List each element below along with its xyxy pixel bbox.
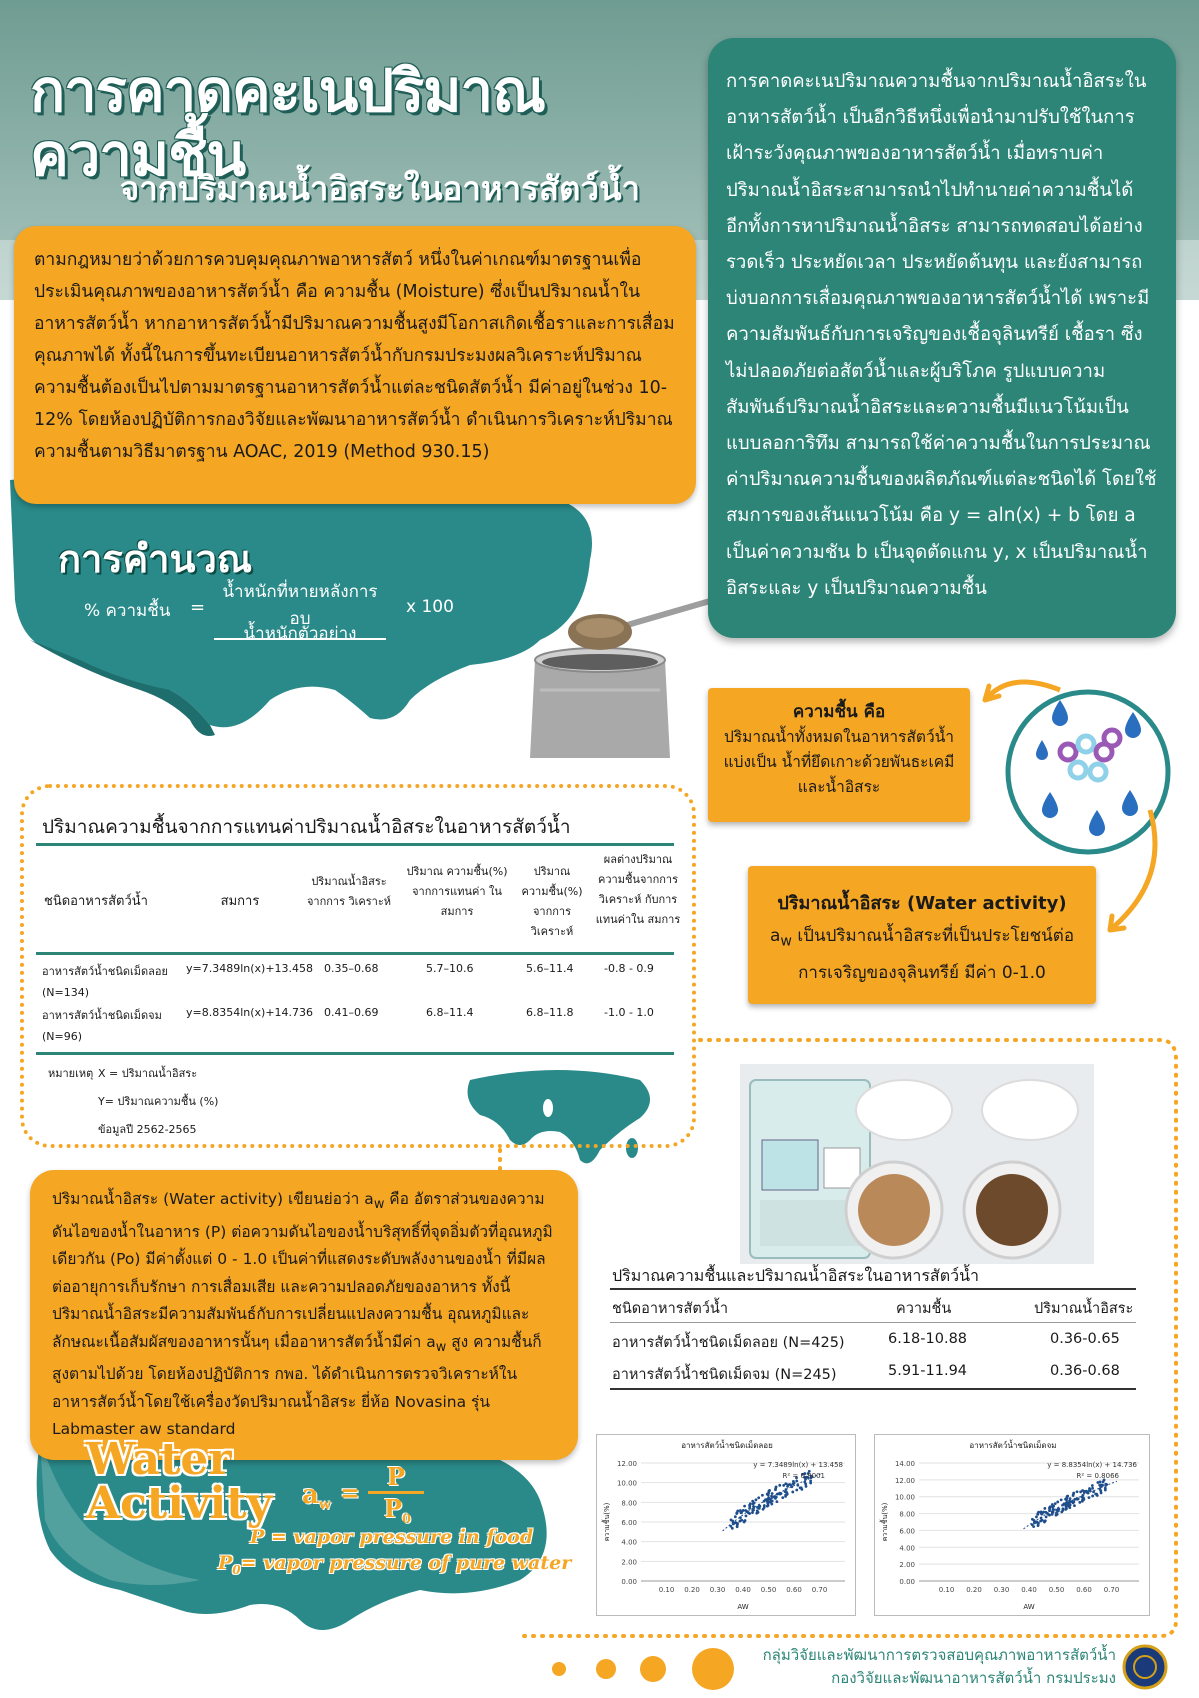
wa-text-3: สูง ความชื้นก็สูงตามไปด้วย โดยห้องปฏิบัติการ กพอ. ได้ดำเนินการตรวจวิเคราะห์ในอาหารสัตว์น้ำโดยใช้เครื่องวัดปริมาณน้ำอิสระ ยี่ห้อ Novasina รุ่น Labmaster aw standard bbox=[52, 1332, 542, 1439]
scatter-point bbox=[1051, 1503, 1054, 1506]
scatter-point bbox=[1041, 1513, 1044, 1516]
scatter-chart-sinking bbox=[874, 1434, 1150, 1616]
table1-note-label: หมายเหตุ bbox=[48, 1067, 94, 1080]
table1-note-y: Y= ปริมาณความชื้น (%) bbox=[98, 1095, 219, 1108]
scatter-point bbox=[1043, 1521, 1046, 1524]
scatter-point bbox=[748, 1507, 751, 1510]
scatter-point bbox=[792, 1482, 795, 1485]
scatter-point bbox=[762, 1508, 765, 1511]
wa-text-1: ปริมาณน้ำอิสระ (Water activity) เขียนย่อว่า a bbox=[52, 1190, 374, 1208]
x-tick-label: 0.70 bbox=[811, 1586, 828, 1594]
scatter-point bbox=[1088, 1487, 1091, 1490]
formula-denominator: น้ำหนักตัวอย่าง bbox=[243, 624, 357, 644]
aw-definition-title: ปริมาณน้ำอิสระ (Water activity) bbox=[777, 893, 1067, 914]
table2-row1-aw: 0.36-0.65 bbox=[1050, 1331, 1120, 1347]
scatter-point bbox=[1064, 1508, 1067, 1511]
table1-row2-n: (N=96) bbox=[42, 1030, 83, 1043]
scatter-point bbox=[757, 1496, 760, 1499]
scatter-point bbox=[1076, 1490, 1079, 1493]
decorative-dot bbox=[596, 1659, 616, 1679]
y-tick-label: 2.00 bbox=[899, 1561, 915, 1570]
scatter-point bbox=[1079, 1491, 1082, 1494]
scatter-point bbox=[767, 1494, 770, 1497]
moisture-definition-title: ความชื้น คือ bbox=[792, 702, 886, 722]
aw-symbol: a bbox=[769, 926, 781, 946]
wa-formula-lhs bbox=[302, 1480, 331, 1513]
scatter-point bbox=[1055, 1512, 1058, 1515]
table1-header-aw: ปริมาณน้ำอิสระ จากการ วิเคราะห์ bbox=[306, 875, 392, 908]
scatter-point bbox=[1088, 1496, 1091, 1499]
trend-equation: y = 8.8354ln(x) + 14.736 bbox=[1047, 1461, 1137, 1469]
x-tick-label: 0.70 bbox=[1103, 1586, 1120, 1594]
x-tick-label: 0.10 bbox=[658, 1586, 675, 1594]
x-axis-label: AW bbox=[737, 1603, 749, 1611]
scatter-point bbox=[748, 1512, 751, 1515]
scatter-point bbox=[776, 1500, 779, 1503]
scatter-point bbox=[1056, 1501, 1059, 1504]
table1-rule bbox=[36, 1052, 674, 1055]
scatter-point bbox=[736, 1510, 739, 1513]
formula-equals: = bbox=[190, 597, 206, 618]
table1-row2-equation: y=8.8354ln(x)+14.736 bbox=[186, 1006, 314, 1019]
wa-formula-equals: = bbox=[340, 1478, 361, 1507]
table2-rule bbox=[610, 1322, 1136, 1323]
formula-numerator: น้ำหนักที่หายหลังการอบ bbox=[214, 578, 386, 640]
scatter-point bbox=[1060, 1511, 1063, 1514]
scatter-point bbox=[1092, 1490, 1095, 1493]
scatter-point bbox=[771, 1492, 774, 1495]
table1-header-equation: สมการ bbox=[220, 894, 260, 909]
chart-title: อาหารสัตว์น้ำชนิดเม็ดลอย bbox=[681, 1441, 773, 1450]
scatter-point bbox=[740, 1519, 743, 1522]
table1-header-type: ชนิดอาหารสัตว์น้ำ bbox=[44, 894, 148, 909]
x-tick-label: 0.10 bbox=[938, 1586, 955, 1594]
scatter-point bbox=[768, 1489, 771, 1492]
table2-row2-aw: 0.36-0.68 bbox=[1050, 1363, 1120, 1379]
wa-def-p0-sub: 0 bbox=[232, 1562, 241, 1577]
table1-title: ปริมาณความชื้นจากการแทนค่าปริมาณน้ำอิสระในอาหารสัตว์น้ำ bbox=[42, 816, 571, 838]
table1-row1-aw: 0.35–0.68 bbox=[324, 962, 379, 975]
formula-lhs: % ความชื้น bbox=[84, 601, 171, 621]
y-axis-label: ความชื้น(%) bbox=[881, 1502, 889, 1542]
wa-formula-numerator: P bbox=[368, 1462, 424, 1494]
scatter-point bbox=[1073, 1504, 1076, 1507]
scatter-point bbox=[1078, 1501, 1081, 1504]
scatter-point bbox=[775, 1485, 778, 1488]
wa-def-p: P = vapor pressure in food bbox=[250, 1526, 534, 1548]
analyzer-photo bbox=[740, 1064, 1094, 1264]
moisture-definition-card bbox=[708, 688, 970, 822]
table1-row2-aw: 0.41–0.69 bbox=[324, 1006, 379, 1019]
scatter-point bbox=[800, 1488, 803, 1491]
scatter-point bbox=[770, 1500, 773, 1503]
table1-rule bbox=[36, 952, 674, 955]
scatter-point bbox=[752, 1503, 755, 1506]
scatter-point bbox=[1072, 1492, 1075, 1495]
scatter-point bbox=[1101, 1484, 1104, 1487]
x-tick-label: 0.20 bbox=[966, 1586, 982, 1594]
scatter-point bbox=[778, 1484, 781, 1487]
table1-rule bbox=[36, 843, 674, 846]
moisture-definition-text: ปริมาณน้ำทั้งหมดในอาหารสัตว์น้ำ แบ่งเป็น น้ำที่ยึดเกาะด้วยพันธะเคมีและน้ำอิสระ bbox=[723, 728, 955, 796]
decorative-dot bbox=[552, 1662, 566, 1676]
scatter-point bbox=[1091, 1487, 1094, 1490]
scatter-point bbox=[1060, 1499, 1063, 1502]
scatter-point bbox=[751, 1500, 754, 1503]
scatter-point bbox=[1099, 1480, 1102, 1483]
y-tick-label: 0.00 bbox=[899, 1578, 915, 1586]
scatter-point bbox=[736, 1522, 739, 1525]
wa-def-p0-p: P bbox=[218, 1552, 233, 1574]
scatter-point bbox=[1043, 1507, 1046, 1510]
y-tick-label: 10.00 bbox=[894, 1493, 915, 1502]
wa-sub-2: w bbox=[435, 1339, 447, 1355]
x-tick-label: 0.30 bbox=[709, 1586, 726, 1594]
wa-formula-p: P bbox=[384, 1494, 403, 1523]
table2-title: ปริมาณความชื้นและปริมาณน้ำอิสระในอาหารสัตว์น้ำ bbox=[612, 1266, 979, 1285]
y-tick-label: 4.00 bbox=[899, 1544, 915, 1553]
summary-card bbox=[708, 38, 1176, 638]
scatter-point bbox=[1069, 1497, 1072, 1500]
page-title: การคาดคะเนปริมาณความชื้น bbox=[30, 57, 545, 189]
table1-row2-meas: 6.8–11.8 bbox=[526, 1006, 574, 1019]
page-subtitle: จากปริมาณน้ำอิสระในอาหารสัตว์น้ำ bbox=[119, 169, 641, 208]
x-tick-label: 0.50 bbox=[1048, 1586, 1065, 1594]
table1-note-x: X = ปริมาณน้ำอิสระ bbox=[98, 1067, 198, 1080]
y-axis-label: ความชื้น(%) bbox=[603, 1502, 611, 1542]
y-tick-label: 2.00 bbox=[621, 1558, 637, 1567]
table2-header-moisture: ความชื้น bbox=[896, 1301, 952, 1317]
x-tick-label: 0.50 bbox=[760, 1586, 777, 1594]
wa-def-p0 bbox=[218, 1552, 571, 1577]
table1-row1-n: (N=134) bbox=[42, 986, 90, 999]
table2-header-aw: ปริมาณน้ำอิสระ bbox=[1034, 1301, 1134, 1317]
x-tick-label: 0.60 bbox=[1076, 1586, 1092, 1594]
scatter-point bbox=[1096, 1494, 1099, 1497]
table2-rule bbox=[610, 1288, 1136, 1290]
formula-multiplier: x 100 bbox=[406, 597, 454, 617]
scatter-point bbox=[1102, 1480, 1105, 1483]
scatter-point bbox=[752, 1509, 755, 1512]
wa-def-p0-rest: = vapor pressure of pure water bbox=[240, 1552, 572, 1574]
table1-note-data: ข้อมูลปี 2562-2565 bbox=[98, 1123, 197, 1136]
scatter-point bbox=[755, 1498, 758, 1501]
scatter-point bbox=[791, 1491, 794, 1494]
scatter-point bbox=[781, 1496, 784, 1499]
x-tick-label: 0.40 bbox=[735, 1586, 751, 1594]
scatter-point bbox=[1035, 1516, 1038, 1519]
scatter-point bbox=[1104, 1487, 1107, 1490]
wa-title-line1: Water bbox=[86, 1434, 232, 1485]
y-tick-label: 14.00 bbox=[894, 1460, 915, 1468]
table2-rule bbox=[610, 1388, 1136, 1390]
scatter-point bbox=[782, 1484, 785, 1487]
scatter-point bbox=[795, 1489, 798, 1492]
scatter-point bbox=[743, 1505, 746, 1508]
x-tick-label: 0.40 bbox=[1021, 1586, 1037, 1594]
scatter-point bbox=[1082, 1498, 1085, 1501]
y-tick-label: 8.00 bbox=[899, 1510, 915, 1519]
y-tick-label: 4.00 bbox=[621, 1538, 637, 1547]
footer bbox=[760, 1644, 1116, 1690]
scatter-point bbox=[761, 1494, 764, 1497]
chart-title: อาหารสัตว์น้ำชนิดเม็ดจม bbox=[969, 1441, 1057, 1450]
scatter-point bbox=[752, 1505, 755, 1508]
table2-row2-moisture: 5.91-11.94 bbox=[888, 1363, 968, 1379]
intro-text: ตามกฎหมายว่าด้วยการควบคุมคุณภาพอาหารสัตว์ หนึ่งในค่าเกณฑ์มาตรฐานเพื่อประเมินคุณภาพของอาหารสัตว์น้ำ คือ ความชื้น (Moisture) ซึ่งเป็นปริมาณน้ำในอาหารสัตว์น้ำ หากอาหารสัตว์น้ำมีปริมาณความชื้นสูงมีโอกาสเกิดเชื้อราและการเสื่อมคุณภาพได้ ทั้งนี้ในการขึ้นทะเบียนอาหารสัตว์น้ำกับกรมประมงผลวิเคราะห์ปริมาณความชื้นต้องเป็นไปตามมาตรฐานอาหารสัตว์น้ำแต่ละชนิดสัตว์น้ำ มีค่าอยู่ในช่วง 10-12% โดยห้องปฏิบัติการกองวิจัยและพัฒนาอาหารสัตว์น้ำ ดำเนินการวิเคราะห์ปริมาณความชื้นตามวิธีมาตรฐาน AOAC, 2019 (Method 930.15) bbox=[34, 250, 675, 462]
wa-formula-zero: 0 bbox=[402, 1511, 412, 1527]
table1-row2-diff: -1.0 - 1.0 bbox=[604, 1006, 654, 1019]
scatter-point bbox=[1036, 1513, 1039, 1516]
scatter-point bbox=[1052, 1508, 1055, 1511]
scatter-point bbox=[1056, 1509, 1059, 1512]
scatter-point bbox=[1064, 1504, 1067, 1507]
table1-row2-calc: 6.8–11.4 bbox=[426, 1006, 474, 1019]
y-tick-label: 8.00 bbox=[621, 1499, 637, 1508]
aw-definition-card bbox=[748, 866, 1096, 1004]
wa-formula-denominator bbox=[384, 1494, 411, 1527]
scatter-point bbox=[1062, 1507, 1065, 1510]
scatter-point bbox=[743, 1521, 746, 1524]
scatter-point bbox=[734, 1515, 737, 1518]
scatter-point bbox=[740, 1511, 743, 1514]
scatter-point bbox=[1041, 1519, 1044, 1522]
scatter-point bbox=[774, 1497, 777, 1500]
table1-header-diff: ผลต่างปริมาณ ความชื้นจากการ วิเคราะห์ กับการแทนค่าใน สมการ bbox=[595, 853, 681, 926]
scatter-point bbox=[763, 1504, 766, 1507]
x-axis-label: AW bbox=[1023, 1603, 1035, 1611]
trend-equation: y = 7.3489ln(x) + 13.458 bbox=[753, 1461, 843, 1469]
table2-row1-type: อาหารสัตว์น้ำชนิดเม็ดลอย (N=425) bbox=[612, 1335, 845, 1351]
wa-text-2: คือ อัตราส่วนของความดันไอของน้ำในอาหาร (P) ต่อความดันไอของน้ำบริสุทธิ์ที่จุดอิ่มตัวที่อุณหภูมิเดียวกัน (Po) มีค่าตั้งแต่ 0 - 1.0 เป็นค่าที่แสดงระดับพลังงานของน้ำ ที่มีผลต่ออายุการเก็บรักษา การเสื่อมเสีย และความปลอดภัยของอาหาร ทั้งนี้ปริมาณน้ำอิสระมีความสัมพันธ์กับการเปลี่ยนแปลงความชื้น อุณหภูมิและลักษณะเนื้อสัมผัสของอาหารนั้นๆ เมื่ออาหารสัตว์น้ำมีค่า a bbox=[52, 1190, 553, 1351]
scatter-point bbox=[1032, 1525, 1035, 1528]
summary-text: การคาดคะเนปริมาณความชื้นจากปริมาณน้ำอิสระในอาหารสัตว์น้ำ เป็นอีกวิธีหนึ่งเพื่อนำมาปรับใช้ในการเฝ้าระวังคุณภาพของอาหารสัตว์น้ำ เมื่อทราบค่าปริมาณน้ำอิสระสามารถนำไปทำนายค่าความชื้นได้ อีกทั้งการหาปริมาณน้ำอิสระ สามารถทดสอบได้อย่างรวดเร็ว ประหยัดเวลา ประหยัดต้นทุน และยังสามารถบ่งบอกการเสื่อมคุณภาพของอาหารสัตว์น้ำได้ เพราะมีความสัมพันธ์กับการเจริญของเชื้อจุลินทรีย์ เชื้อรา ซึ่งไม่ปลอดภัยต่อสัตว์น้ำและผู้บริโภค รูปแบบความสัมพันธ์ปริมาณน้ำอิสระและความชื้นมีแนวโน้มเป็นแบบลอการิทึม สามารถใช้ค่าความชื้นในการประมาณค่าปริมาณความชื้นของผลิตภัณฑ์แต่ละชนิดได้ โดยใช้สมการของเส้นแนวโน้ม คือ y = aln(x) + b โดย a เป็นค่าความชัน b เป็นจุดตัดแกน y, x เป็นปริมาณน้ำอิสระและ y เป็นปริมาณความชื้น bbox=[726, 71, 1157, 599]
x-tick-label: 0.60 bbox=[786, 1586, 802, 1594]
wa-sub-1: w bbox=[373, 1197, 385, 1213]
intro-card bbox=[14, 226, 696, 504]
scatter-point bbox=[805, 1485, 808, 1488]
table2-row2-type: อาหารสัตว์น้ำชนิดเม็ดจม (N=245) bbox=[612, 1367, 837, 1383]
scatter-point bbox=[1045, 1516, 1048, 1519]
table1-row2-type: อาหารสัตว์น้ำชนิดเม็ดจม bbox=[42, 1009, 162, 1022]
y-tick-label: 10.00 bbox=[616, 1479, 637, 1488]
trend-r-squared: R² = 0.8066 bbox=[1076, 1472, 1119, 1480]
scatter-point bbox=[757, 1506, 760, 1509]
trend-r-squared: R² = 0.8001 bbox=[782, 1472, 825, 1480]
y-tick-label: 12.00 bbox=[894, 1476, 915, 1485]
decorative-dot bbox=[692, 1648, 734, 1690]
scatter-point bbox=[731, 1527, 734, 1530]
y-tick-label: 0.00 bbox=[621, 1578, 637, 1586]
table1-header-calc: ปริมาณ ความชื้น(%) จากการแทนค่า ในสมการ bbox=[406, 865, 508, 918]
x-tick-label: 0.20 bbox=[684, 1586, 700, 1594]
scatter-point bbox=[792, 1480, 795, 1483]
table2-row1-moisture: 6.18-10.88 bbox=[888, 1331, 968, 1347]
table1-row1-equation: y=7.3489ln(x)+13.458 bbox=[186, 962, 314, 975]
scatter-point bbox=[735, 1512, 738, 1515]
table1-row1-meas: 5.6–11.4 bbox=[526, 962, 574, 975]
y-tick-label: 6.00 bbox=[899, 1527, 915, 1536]
scatter-point bbox=[745, 1515, 748, 1518]
scatter-point bbox=[744, 1509, 747, 1512]
aw-subscript: w bbox=[780, 933, 792, 950]
water-activity-card bbox=[30, 1170, 578, 1460]
scatter-point bbox=[770, 1503, 773, 1506]
scatter-point bbox=[1037, 1521, 1040, 1524]
scatter-point bbox=[756, 1509, 759, 1512]
scatter-chart-floating bbox=[596, 1434, 856, 1616]
scatter-point bbox=[1068, 1504, 1071, 1507]
y-tick-label: 6.00 bbox=[621, 1519, 637, 1527]
water-activity-title bbox=[86, 1434, 273, 1529]
wa-formula-a: a bbox=[302, 1480, 319, 1510]
scatter-point bbox=[766, 1505, 769, 1508]
x-tick-label: 0.30 bbox=[993, 1586, 1010, 1594]
table2-header-type: ชนิดอาหารสัตว์น้ำ bbox=[612, 1301, 728, 1317]
y-tick-label: 12.00 bbox=[616, 1460, 637, 1468]
scatter-point bbox=[1048, 1514, 1051, 1517]
scatter-point bbox=[1054, 1502, 1057, 1505]
aw-definition-text: เป็นปริมาณน้ำอิสระที่เป็นประโยชน์ต่อการเจริญของจุลินทรีย์ มีค่า 0-1.0 bbox=[797, 926, 1075, 984]
scatter-point bbox=[1072, 1502, 1075, 1505]
wa-title-line2: Activity bbox=[86, 1478, 273, 1529]
scatter-point bbox=[786, 1493, 789, 1496]
department-logo bbox=[1122, 1644, 1168, 1690]
scatter-point bbox=[1081, 1496, 1084, 1499]
decorative-dot bbox=[640, 1656, 666, 1682]
table1-header-meas: ปริมาณ ความชื้น(%) จากการ วิเคราะห์ bbox=[521, 865, 583, 938]
scatter-point bbox=[795, 1480, 798, 1483]
table1-row1-diff: -0.8 - 0.9 bbox=[604, 962, 654, 975]
table1-row1-type: อาหารสัตว์น้ำชนิดเม็ดลอย bbox=[42, 965, 168, 978]
calculation-title: การคำนวณ bbox=[58, 537, 253, 581]
footer-line2: กองวิจัยและพัฒนาอาหารสัตว์น้ำ กรมประมง bbox=[831, 1669, 1116, 1687]
scatter-point bbox=[1066, 1495, 1069, 1498]
scatter-point bbox=[1091, 1495, 1094, 1498]
scatter-point bbox=[1100, 1491, 1103, 1494]
footer-line1: กลุ่มวิจัยและพัฒนาการตรวจสอบคุณภาพอาหารสัตว์น้ำ bbox=[762, 1646, 1116, 1664]
wa-formula-w: w bbox=[318, 1497, 331, 1514]
table1-row1-calc: 5.7–10.6 bbox=[426, 962, 474, 975]
scatter-point bbox=[1091, 1484, 1094, 1487]
